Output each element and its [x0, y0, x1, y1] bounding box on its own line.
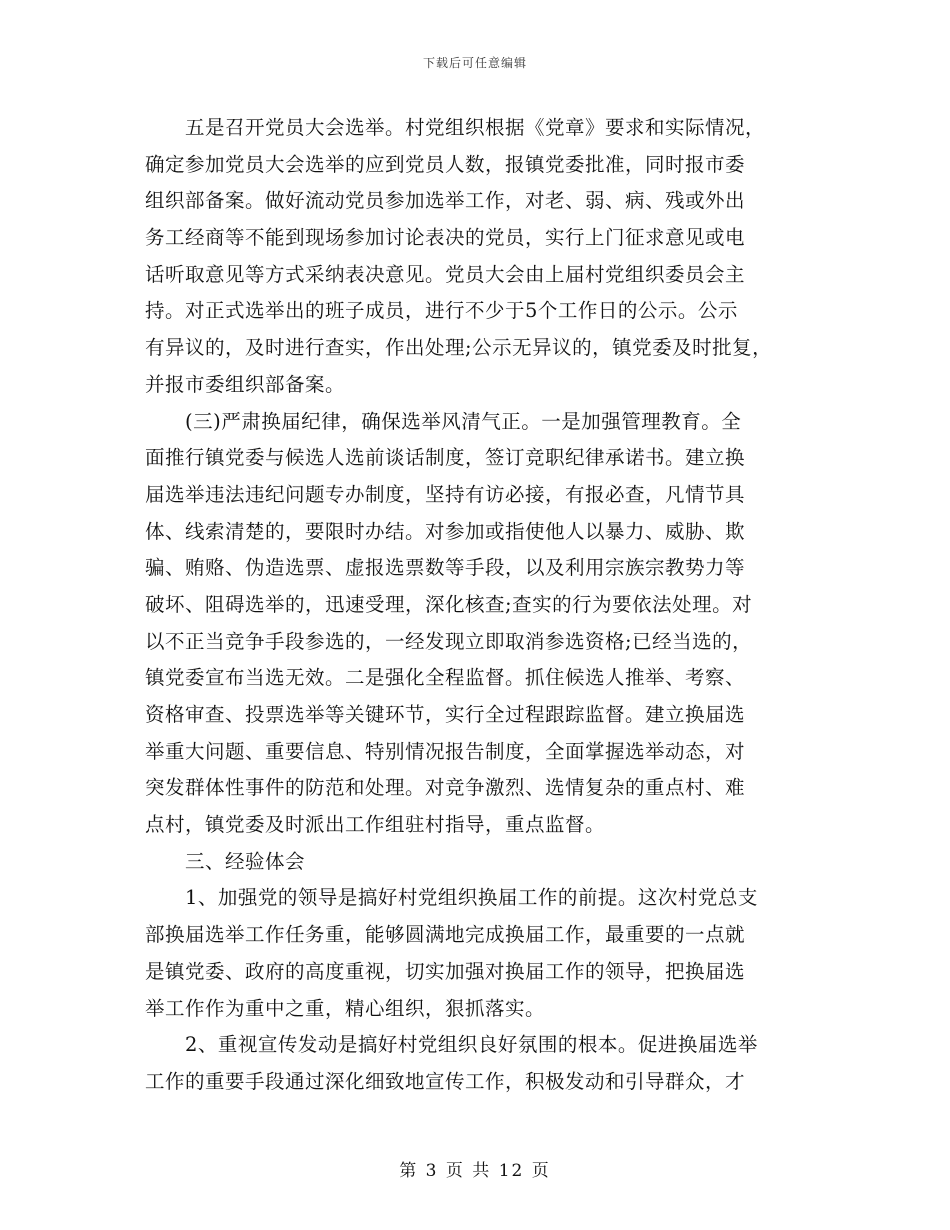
- text-line: 1、加强党的领导是搞好村党组织换届工作的前提。这次村党总支: [185, 886, 758, 910]
- text-line: 破坏、阻碍选举的，迅速受理，深化核查;查实的行为要依法处理。对: [145, 592, 753, 616]
- text-line: 骗、贿赂、伪造选票、虚报选票数等手段，以及利用宗族宗教势力等: [145, 556, 746, 580]
- text-line: 举重大问题、重要信息、特别情况报告制度，全面掌握选举动态，对: [145, 739, 746, 763]
- text-line: 体、线索清楚的，要限时办结。对参加或指使他人以暴力、威胁、欺: [145, 519, 746, 543]
- text-line: (三)严肃换届纪律，确保选举风清气正。一是加强管理教育。全: [185, 409, 742, 433]
- text-line: 届选举违法违纪问题专办制度，坚持有访必接，有报必查，凡情节具: [145, 482, 746, 506]
- page-footer: 第 3 页 共 12 页: [399, 1161, 551, 1181]
- text-line: 部换届选举工作任务重，能够圆满地完成换届工作，最重要的一点就: [145, 923, 746, 947]
- text-line: 点村，镇党委及时派出工作组驻村指导，重点监督。: [145, 813, 606, 837]
- text-line: 有异议的，及时进行查实，作出处理;公示无异议的，镇党委及时批复，: [145, 336, 773, 360]
- text-line: 以不正当竞争手段参选的，一经发现立即取消参选资格;已经当选的，: [145, 629, 753, 653]
- text-line: 确定参加党员大会选举的应到党员人数，报镇党委批准，同时报市委: [145, 152, 746, 176]
- text-line: 2、重视宣传发动是搞好村党组织良好氛围的根本。促进换届选举: [185, 1033, 758, 1057]
- text-line: 话听取意见等方式采纳表决意见。党员大会由上届村党组织委员会主: [145, 262, 746, 286]
- text-line: 镇党委宣布当选无效。二是强化全程监督。抓住候选人推举、考察、: [145, 666, 746, 690]
- text-line: 三、经验体会: [185, 849, 306, 873]
- text-line: 持。对正式选举出的班子成员，进行不少于5个工作日的公示。公示: [145, 299, 738, 323]
- text-line: 资格审查、投票选举等关键环节，实行全过程跟踪监督。建立换届选: [145, 703, 746, 726]
- text-line: 组织部备案。做好流动党员参加选举工作，对老、弱、病、残或外出: [145, 189, 746, 213]
- text-line: 并报市委组织部备案。: [145, 372, 346, 396]
- text-line: 举工作作为重中之重，精心组织，狠抓落实。: [145, 996, 546, 1020]
- text-line: 五是召开党员大会选举。村党组织根据《党章》要求和实际情况，: [185, 116, 766, 139]
- text-line: 务工经商等不能到现场参加讨论表决的党员，实行上门征求意见或电: [145, 226, 746, 250]
- text-line: 面推行镇党委与候选人选前谈话制度，签订竞职纪律承诺书。建立换: [145, 446, 746, 470]
- text-line: 工作的重要手段通过深化细致地宣传工作，积极发动和引导群众，才: [145, 1069, 746, 1093]
- page-header: 下载后可任意编辑: [422, 56, 527, 70]
- text-line: 突发群体性事件的防范和处理。对竞争激烈、选情复杂的重点村、难: [145, 776, 746, 800]
- text-line: 是镇党委、政府的高度重视，切实加强对换届工作的领导，把换届选: [145, 959, 746, 983]
- body-text: [145, 110, 815, 1101]
